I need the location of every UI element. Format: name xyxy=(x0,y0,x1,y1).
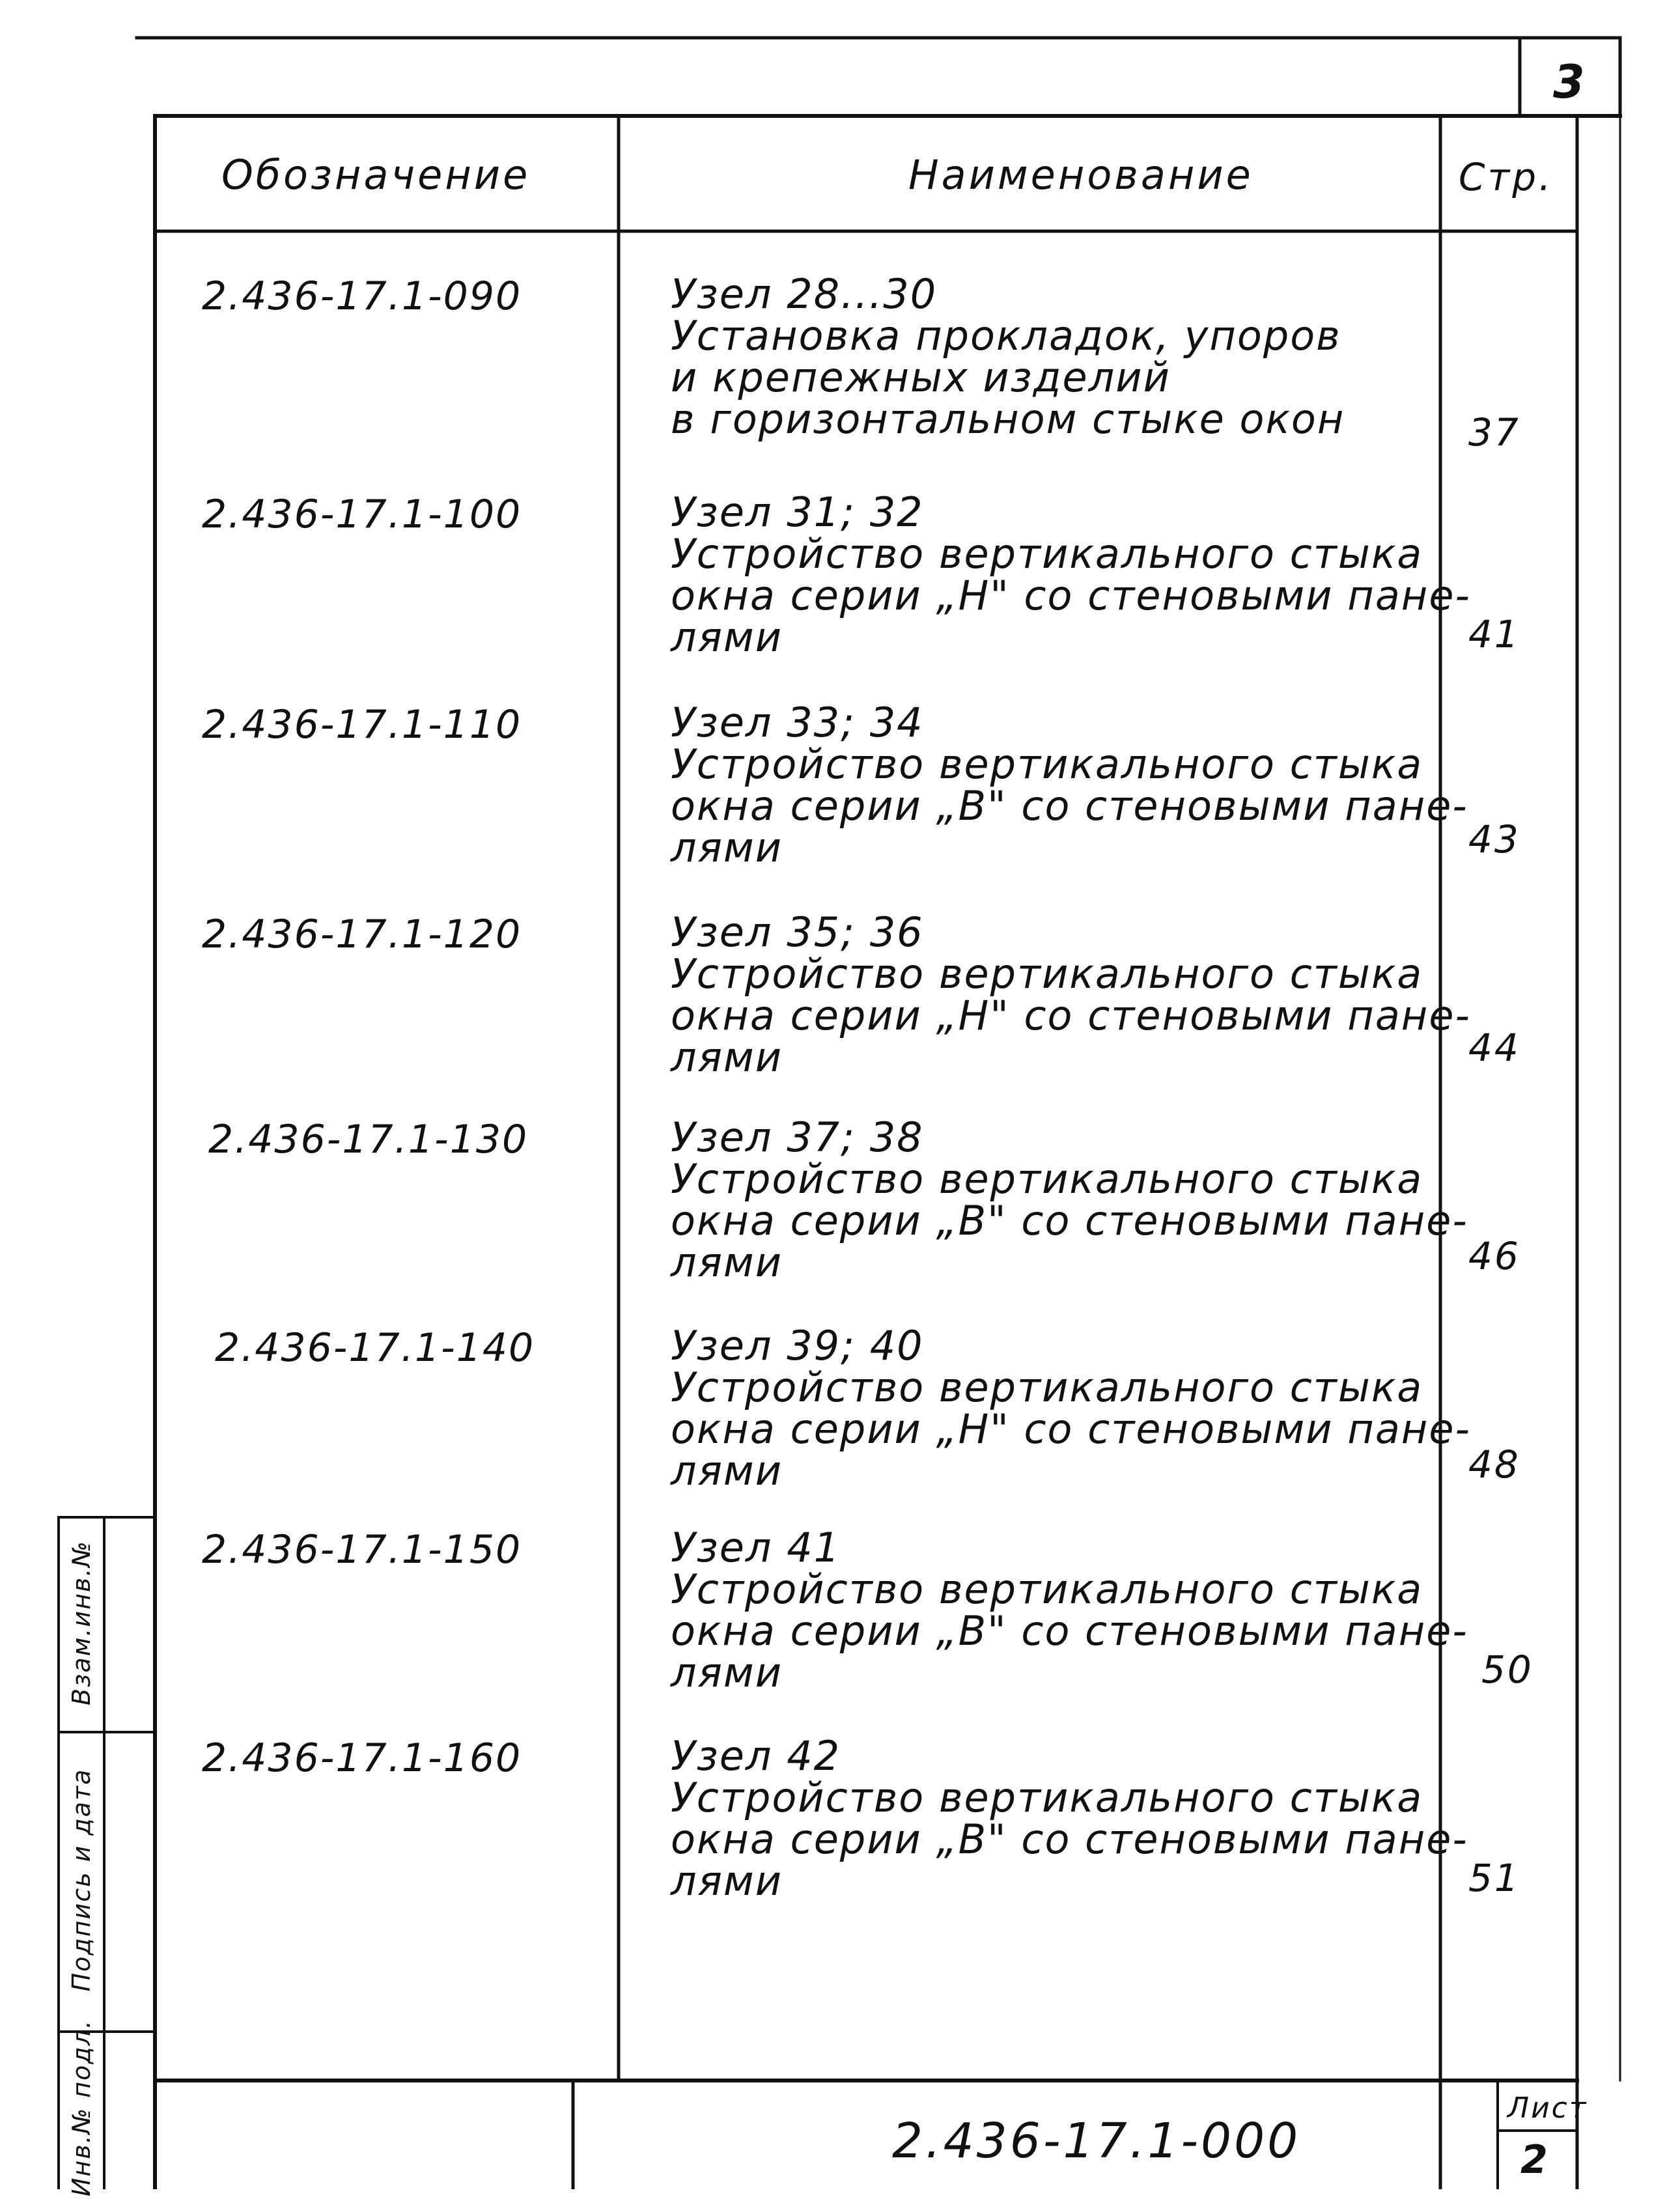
row-title: Узел 42 xyxy=(671,1732,841,1780)
stamp-inventory-number: Инв.№ подл. xyxy=(67,2019,96,2197)
row-line: и крепежных изделий xyxy=(671,354,1171,401)
row-page: 41 xyxy=(1468,612,1520,656)
row-line: окна серии „В" со стеновыми пане- xyxy=(671,782,1468,830)
row-title: Узел 41 xyxy=(671,1524,841,1571)
row-line: лями xyxy=(671,824,783,871)
row-code: 2.436-17.1-160 xyxy=(202,1735,522,1781)
row-code: 2.436-17.1-110 xyxy=(202,702,522,748)
row-page: 48 xyxy=(1468,1442,1520,1487)
row-title: Узел 39; 40 xyxy=(671,1322,924,1369)
row-page: 51 xyxy=(1468,1856,1520,1900)
row-title: Узел 28...30 xyxy=(671,270,938,318)
header-name: Наименование xyxy=(908,151,1253,199)
row-line: окна серии „В" со стеновыми пане- xyxy=(671,1607,1468,1655)
row-line: лями xyxy=(671,1239,783,1286)
row-line: Устройство вертикального стыка xyxy=(671,1565,1423,1613)
row-line: окна серии „Н" со стеновыми пане- xyxy=(671,572,1471,619)
row-line: Установка прокладок, упоров xyxy=(671,312,1341,359)
row-page: 44 xyxy=(1468,1026,1520,1070)
row-page: 43 xyxy=(1468,817,1520,861)
row-title: Узел 35; 36 xyxy=(671,908,924,956)
row-page: 46 xyxy=(1468,1234,1520,1278)
row-code: 2.436-17.1-150 xyxy=(202,1527,522,1573)
sheet-number: 2 xyxy=(1520,2137,1550,2183)
stamp-replaced-inventory: Взам.инв.№ xyxy=(67,1540,96,1705)
row-code: 2.436-17.1-130 xyxy=(208,1117,529,1162)
row-line: лями xyxy=(671,1857,783,1905)
page-number: 3 xyxy=(1553,55,1587,109)
row-title: Узел 33; 34 xyxy=(671,699,924,746)
row-line: окна серии „В" со стеновыми пане- xyxy=(671,1197,1468,1244)
header-page: Стр. xyxy=(1459,155,1554,199)
row-line: в горизонтальном стыке окон xyxy=(671,395,1345,443)
row-line: лями xyxy=(671,613,783,661)
row-page: 37 xyxy=(1468,410,1520,455)
document-number: 2.436-17.1-000 xyxy=(892,2113,1301,2169)
row-title: Узел 37; 38 xyxy=(671,1114,924,1161)
header-designation: Обозначение xyxy=(221,151,531,199)
row-line: Устройство вертикального стыка xyxy=(671,1774,1423,1821)
stamp-signature-date: Подпись и дата xyxy=(67,1768,96,1992)
row-line: Устройство вертикального стыка xyxy=(671,1364,1423,1411)
row-page: 50 xyxy=(1481,1647,1533,1692)
row-code: 2.436-17.1-120 xyxy=(202,912,522,957)
row-code: 2.436-17.1-140 xyxy=(215,1325,535,1371)
row-line: окна серии „В" со стеновыми пане- xyxy=(671,1815,1468,1863)
row-code: 2.436-17.1-090 xyxy=(202,273,522,319)
row-line: Устройство вертикального стыка xyxy=(671,1155,1423,1203)
row-line: лями xyxy=(671,1447,783,1494)
row-code: 2.436-17.1-100 xyxy=(202,492,522,537)
row-line: Устройство вертикального стыка xyxy=(671,740,1423,788)
row-line: лями xyxy=(671,1649,783,1696)
row-line: лями xyxy=(671,1033,783,1081)
row-line: окна серии „Н" со стеновыми пане- xyxy=(671,1405,1471,1453)
row-title: Узел 31; 32 xyxy=(671,488,924,536)
row-line: Устройство вертикального стыка xyxy=(671,950,1423,998)
row-line: окна серии „Н" со стеновыми пане- xyxy=(671,992,1471,1039)
sheet-label: Лист xyxy=(1507,2092,1588,2125)
row-line: Устройство вертикального стыка xyxy=(671,530,1423,578)
